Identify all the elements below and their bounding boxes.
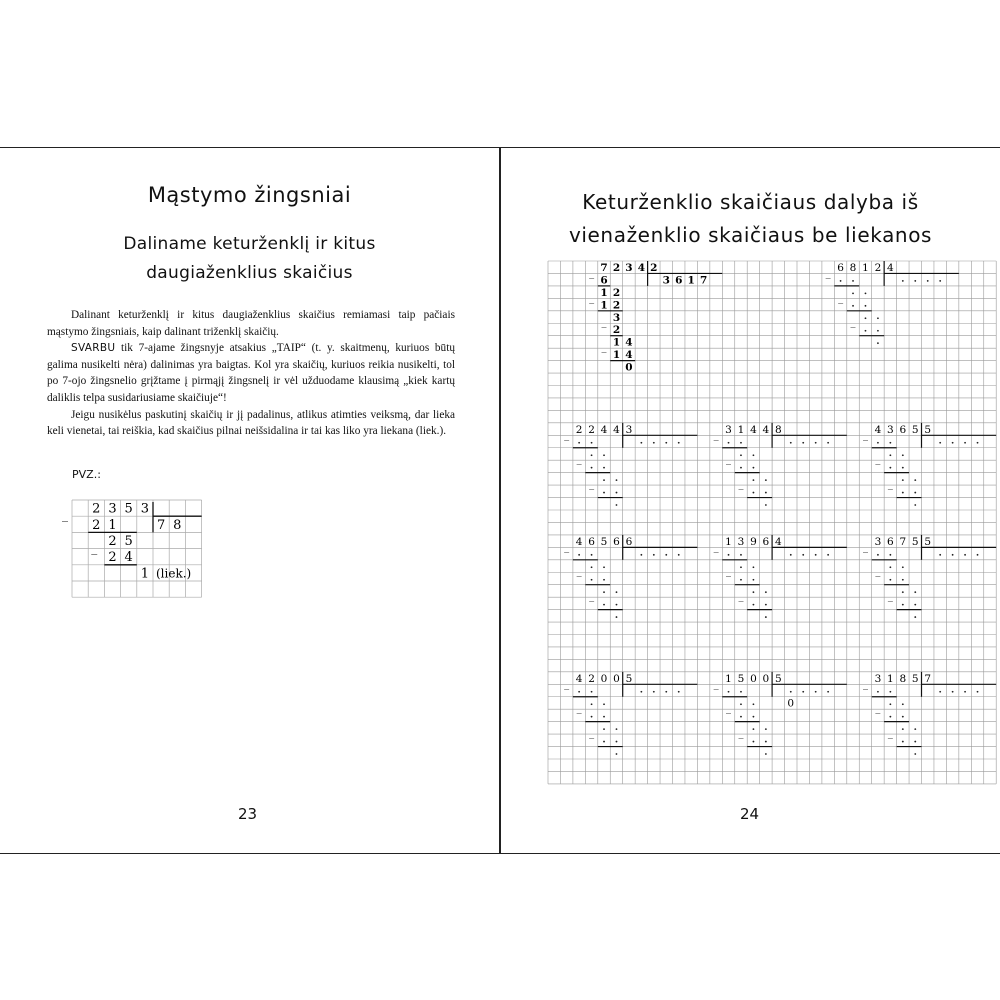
worked-quotient-digit: 7	[699, 274, 708, 287]
placeholder-dot	[902, 454, 904, 456]
placeholder-dot	[852, 292, 854, 294]
placeholder-dot	[790, 554, 792, 556]
placeholder-dot	[753, 454, 755, 456]
example-remainder-final: 1	[140, 566, 150, 582]
placeholder-dot	[603, 566, 605, 568]
placeholder-dot	[877, 691, 879, 693]
placeholder-dot	[578, 442, 580, 444]
worked-divisor: 2	[650, 261, 658, 274]
worked-dividend-digit: 3	[625, 261, 633, 274]
placeholder-dot	[852, 280, 854, 282]
placeholder-dot	[753, 716, 755, 718]
placeholder-dot	[603, 741, 605, 743]
minus-sign: _	[576, 703, 582, 715]
placeholder-dot	[939, 691, 941, 693]
placeholder-dot	[753, 492, 755, 494]
placeholder-dot	[591, 554, 593, 556]
exercise-dividend-digit: 4	[575, 672, 583, 685]
minus-sign: _	[564, 678, 570, 690]
exercise-dividend-digit: 6	[613, 535, 620, 548]
exercise-dividend-digit: 6	[762, 535, 770, 548]
exercise-divisor: 5	[625, 672, 633, 685]
placeholder-dot	[665, 442, 667, 444]
example-subtrahend-digit: 2	[92, 517, 101, 533]
exercise-dividend-digit: 4	[575, 535, 583, 548]
minus-sign: _	[726, 454, 732, 466]
placeholder-dot	[753, 467, 755, 469]
placeholder-dot	[740, 691, 742, 693]
placeholder-dot	[815, 554, 817, 556]
placeholder-dot	[790, 691, 792, 693]
exercise-dividend-digit: 4	[874, 423, 882, 436]
placeholder-dot	[914, 741, 916, 743]
exercise-dividend-digit: 3	[725, 423, 732, 436]
placeholder-dot	[616, 616, 618, 618]
placeholder-dot	[852, 305, 854, 307]
placeholder-dot	[740, 703, 742, 705]
exercise-divisor: 8	[774, 423, 782, 436]
minus-sign: _	[726, 703, 732, 715]
important-label: SVARBU	[71, 342, 116, 355]
minus-sign: _	[887, 479, 893, 491]
placeholder-dot	[765, 604, 767, 606]
minus-sign: _	[862, 429, 868, 441]
exercise-dividend-digit: 6	[887, 535, 894, 548]
exercise-dividend-digit: 0	[750, 672, 757, 685]
worked-quotient-digit: 1	[687, 274, 695, 287]
placeholder-dot	[889, 566, 891, 568]
placeholder-dot	[616, 492, 618, 494]
example-remainder-digit: 5	[124, 534, 133, 550]
paragraph-2-text: tik 7-ajame žingsnyje atsakius „TAIP“ (t. y. skaitmenų, kuriuos būtų galima nusikelti nėra) dalinimas yra baigtas. Kol yra skaičių, kuriuos reikia nusikelti, tol po 7-ojo žingsnelio grįžtame į pirmąjį žingsnelį ir vėl užduodame klausimą „kiek kartų daliklis telpa susidariusiame skaičiuje“!	[47, 342, 455, 404]
placeholder-dot	[889, 442, 891, 444]
left-page	[0, 148, 499, 852]
placeholder-dot	[902, 492, 904, 494]
placeholder-dot	[977, 442, 979, 444]
worked-dividend-digit: 4	[637, 261, 646, 274]
minus-sign: _	[564, 541, 570, 553]
placeholder-dot	[889, 716, 891, 718]
placeholder-dot	[740, 467, 742, 469]
placeholder-dot	[603, 467, 605, 469]
placeholder-dot	[578, 691, 580, 693]
example-subtrahend-digit: 1	[108, 517, 117, 533]
placeholder-dot	[927, 280, 929, 282]
placeholder-dot	[939, 442, 941, 444]
placeholder-dot	[865, 305, 867, 307]
placeholder-dot	[964, 691, 966, 693]
placeholder-dot	[640, 691, 642, 693]
exercise-dividend-digit: 4	[613, 423, 620, 436]
placeholder-dot	[952, 691, 954, 693]
placeholder-dot	[939, 280, 941, 282]
placeholder-dot	[977, 554, 979, 556]
placeholder-dot	[889, 454, 891, 456]
placeholder-dot	[802, 554, 804, 556]
minus-sign: _	[838, 292, 844, 304]
exercise-divisor: 5	[924, 535, 932, 548]
placeholder-dot	[977, 691, 979, 693]
placeholder-dot	[952, 442, 954, 444]
title-text: Mąstymo žingsniai	[147, 183, 352, 207]
minus-sign: _	[713, 541, 719, 553]
minus-sign: _	[738, 479, 744, 491]
exercise-dividend-digit: 1	[887, 672, 894, 685]
minus-sign: _	[564, 429, 570, 441]
placeholder-dot	[616, 479, 618, 481]
subtitle-line-2: daugiaženklius skaičius	[146, 263, 353, 283]
placeholder-dot	[902, 604, 904, 606]
example-dividend-digit: 5	[124, 501, 133, 517]
exercise-dividend-digit: 0	[613, 672, 620, 685]
placeholder-dot	[889, 579, 891, 581]
example-remainder-note: (liek.)	[156, 566, 192, 581]
worked-step-digit: 2	[612, 286, 621, 299]
placeholder-dot	[603, 591, 605, 593]
example-dividend-digit: 2	[92, 501, 101, 517]
example-division-grid	[0, 148, 499, 852]
placeholder-dot	[753, 741, 755, 743]
exercise-dividend-digit: 3	[737, 535, 745, 548]
exercise-dividend-digit: 2	[874, 261, 882, 274]
minus-sign: _	[862, 678, 868, 690]
minus-sign: _	[589, 292, 595, 304]
placeholder-dot	[728, 554, 730, 556]
placeholder-dot	[591, 467, 593, 469]
placeholder-dot	[678, 691, 680, 693]
placeholder-dot	[753, 728, 755, 730]
placeholder-dot	[603, 716, 605, 718]
title-line-2: vienaženklio skaičiaus be liekanos	[568, 223, 933, 247]
minus-sign: _	[862, 541, 868, 553]
placeholder-dot	[827, 442, 829, 444]
placeholder-dot	[765, 616, 767, 618]
placeholder-dot	[765, 504, 767, 506]
worked-step-digit: 2	[612, 299, 621, 312]
placeholder-dot	[865, 292, 867, 294]
placeholder-dot	[740, 554, 742, 556]
exercise-dividend-digit: 1	[725, 535, 732, 548]
placeholder-dot	[678, 442, 680, 444]
placeholder-dot	[591, 454, 593, 456]
minus-sign: _	[850, 317, 856, 329]
minus-sign: _	[589, 479, 595, 491]
example-minus-sign: _	[62, 508, 68, 523]
placeholder-dot	[902, 579, 904, 581]
placeholder-dot	[840, 280, 842, 282]
placeholder-dot	[678, 554, 680, 556]
exercise-dividend-digit: 3	[887, 423, 894, 436]
placeholder-dot	[591, 566, 593, 568]
exercise-dividend-digit: 5	[737, 672, 745, 685]
placeholder-dot	[914, 728, 916, 730]
placeholder-dot	[603, 479, 605, 481]
worked-step-digit: 1	[600, 299, 608, 312]
placeholder-dot	[753, 566, 755, 568]
exercise-hint-digit: 0	[787, 697, 795, 710]
placeholder-dot	[914, 616, 916, 618]
placeholder-dot	[753, 703, 755, 705]
exercise-dividend-digit: 2	[588, 423, 595, 436]
exercise-divisor: 6	[625, 535, 633, 548]
placeholder-dot	[902, 741, 904, 743]
placeholder-dot	[591, 691, 593, 693]
minus-sign: _	[738, 728, 744, 740]
placeholder-dot	[939, 554, 941, 556]
placeholder-dot	[952, 554, 954, 556]
placeholder-dot	[815, 442, 817, 444]
page-number: 23	[238, 805, 258, 823]
exercise-dividend-digit: 1	[862, 261, 869, 274]
placeholder-dot	[765, 728, 767, 730]
paragraph-1: Dalinant keturženklį ir kitus daugiaženklius skaičius remiamasi taip pačiais mąstymo žingsniais, kaip dalinant triženklį skaičių.	[47, 309, 455, 338]
placeholder-dot	[877, 317, 879, 319]
example-quotient-digit: 8	[173, 517, 182, 533]
placeholder-dot	[616, 504, 618, 506]
exercise-dividend-digit: 1	[737, 423, 745, 436]
exercise-dividend-digit: 6	[837, 261, 844, 274]
worked-step-digit: 0	[625, 361, 633, 374]
placeholder-dot	[964, 554, 966, 556]
placeholder-dot	[827, 554, 829, 556]
placeholder-dot	[877, 442, 879, 444]
minus-sign: _	[875, 703, 881, 715]
placeholder-dot	[889, 554, 891, 556]
exercise-divisor: 4	[774, 535, 782, 548]
title-line-1: Keturženklio skaičiaus dalyba iš	[582, 190, 919, 214]
exercise-dividend-digit: 0	[600, 672, 608, 685]
placeholder-dot	[889, 703, 891, 705]
minus-sign: _	[875, 454, 881, 466]
placeholder-dot	[753, 479, 755, 481]
worked-step-digit: 1	[612, 336, 621, 349]
placeholder-dot	[914, 591, 916, 593]
example-label: PVZ.:	[72, 468, 101, 481]
example-subtrahend-digit: 2	[108, 550, 117, 566]
example-remainder-digit: 2	[108, 534, 117, 550]
example-quotient-digit: 7	[156, 517, 166, 533]
minus-sign: _	[601, 317, 607, 329]
exercise-dividend-digit: 7	[899, 535, 907, 548]
placeholder-dot	[765, 479, 767, 481]
placeholder-dot	[802, 442, 804, 444]
placeholder-dot	[740, 716, 742, 718]
worked-step-digit: 2	[612, 324, 621, 337]
placeholder-dot	[591, 703, 593, 705]
placeholder-dot	[902, 479, 904, 481]
placeholder-dot	[889, 691, 891, 693]
placeholder-dot	[740, 454, 742, 456]
exercise-dividend-digit: 5	[911, 672, 919, 685]
worked-dividend-digit: 7	[600, 261, 608, 274]
exercise-dividend-digit: 2	[575, 423, 583, 436]
exercise-divisor: 7	[924, 672, 932, 685]
placeholder-dot	[815, 691, 817, 693]
exercise-dividend-digit: 1	[725, 672, 732, 685]
exercise-dividend-digit: 5	[600, 535, 608, 548]
right-page	[501, 148, 1000, 852]
placeholder-dot	[790, 442, 792, 444]
exercise-dividend-digit: 5	[911, 423, 919, 436]
exercise-divisor: 3	[625, 423, 633, 436]
exercise-dividend-digit: 0	[762, 672, 770, 685]
page-number-right: 24	[740, 805, 760, 823]
placeholder-dot	[653, 691, 655, 693]
exercise-divisor: 5	[924, 423, 932, 436]
placeholder-dot	[865, 317, 867, 319]
minus-sign: _	[589, 591, 595, 603]
worked-step-digit: 4	[625, 336, 633, 349]
worked-quotient-digit: 6	[675, 274, 683, 287]
minus-sign: _	[887, 728, 893, 740]
placeholder-dot	[765, 492, 767, 494]
placeholder-dot	[616, 728, 618, 730]
exercise-dividend-digit: 5	[911, 535, 919, 548]
exercise-dividend-digit: 9	[750, 535, 757, 548]
placeholder-dot	[902, 280, 904, 282]
placeholder-dot	[603, 604, 605, 606]
worked-step-digit: 1	[612, 349, 621, 362]
exercise-dividend-digit: 4	[600, 423, 608, 436]
placeholder-dot	[877, 342, 879, 344]
minus-sign: _	[726, 566, 732, 578]
minus-sign: _	[738, 591, 744, 603]
placeholder-dot	[914, 280, 916, 282]
placeholder-dot	[603, 454, 605, 456]
placeholder-dot	[889, 467, 891, 469]
exercise-dividend-digit: 4	[750, 423, 757, 436]
placeholder-dot	[765, 591, 767, 593]
placeholder-dot	[902, 566, 904, 568]
example-minus-sign: _	[91, 540, 98, 555]
placeholder-dot	[728, 691, 730, 693]
minus-sign: _	[713, 678, 719, 690]
exercise-divisor: 5	[774, 672, 782, 685]
worked-step-digit: 3	[612, 311, 621, 324]
paragraph-3: Jeigu nusikėlus paskutinį skaičių ir jį padalinus, atlikus atimties veiksmą, dar lieka keli vienetai, tai reiškia, kad skaičius pilnai neišsidalina ir tai kas liko yra liekana (liek.).	[47, 408, 455, 438]
worked-quotient-digit: 3	[662, 274, 670, 287]
minus-sign: _	[576, 566, 582, 578]
placeholder-dot	[902, 467, 904, 469]
placeholder-dot	[591, 442, 593, 444]
example-subtrahend-digit: 4	[124, 550, 133, 566]
exercise-dividend-digit: 8	[849, 261, 857, 274]
placeholder-dot	[865, 330, 867, 332]
placeholder-dot	[902, 728, 904, 730]
minus-sign: _	[713, 429, 719, 441]
subtitle-line-1: Daliname keturženklį ir kitus	[123, 234, 376, 254]
minus-sign: _	[576, 454, 582, 466]
minus-sign: _	[825, 267, 831, 279]
placeholder-dot	[603, 492, 605, 494]
placeholder-dot	[765, 753, 767, 755]
placeholder-dot	[914, 504, 916, 506]
placeholder-dot	[591, 716, 593, 718]
placeholder-dot	[653, 442, 655, 444]
placeholder-dot	[902, 716, 904, 718]
exercise-dividend-digit: 3	[874, 672, 882, 685]
placeholder-dot	[877, 330, 879, 332]
placeholder-dot	[964, 442, 966, 444]
placeholder-dot	[591, 579, 593, 581]
worked-step-digit: 1	[600, 286, 608, 299]
placeholder-dot	[616, 604, 618, 606]
minus-sign: _	[589, 728, 595, 740]
placeholder-dot	[827, 691, 829, 693]
placeholder-dot	[753, 604, 755, 606]
placeholder-dot	[902, 591, 904, 593]
minus-sign: _	[875, 566, 881, 578]
exercise-dividend-digit: 4	[762, 423, 770, 436]
minus-sign: _	[589, 267, 595, 279]
placeholder-dot	[802, 691, 804, 693]
placeholder-dot	[640, 442, 642, 444]
placeholder-dot	[914, 753, 916, 755]
placeholder-dot	[753, 579, 755, 581]
exercise-dividend-digit: 3	[874, 535, 882, 548]
worked-step-digit: 6	[600, 274, 608, 287]
placeholder-dot	[616, 741, 618, 743]
placeholder-dot	[914, 479, 916, 481]
worked-dividend-digit: 2	[612, 261, 621, 274]
placeholder-dot	[603, 728, 605, 730]
placeholder-dot	[616, 753, 618, 755]
minus-sign: _	[887, 591, 893, 603]
placeholder-dot	[603, 579, 605, 581]
example-dividend-digit: 3	[140, 501, 150, 517]
placeholder-dot	[914, 604, 916, 606]
exercise-dividend-digit: 2	[588, 672, 595, 685]
placeholder-dot	[616, 591, 618, 593]
placeholder-dot	[640, 554, 642, 556]
placeholder-dot	[740, 579, 742, 581]
exercise-dividend-digit: 6	[899, 423, 907, 436]
exercise-grid	[501, 148, 1000, 852]
placeholder-dot	[603, 703, 605, 705]
placeholder-dot	[914, 492, 916, 494]
worked-step-digit: 4	[625, 349, 633, 362]
placeholder-dot	[578, 554, 580, 556]
placeholder-dot	[765, 741, 767, 743]
placeholder-dot	[753, 591, 755, 593]
exercise-dividend-digit: 6	[588, 535, 595, 548]
placeholder-dot	[740, 442, 742, 444]
minus-sign: _	[601, 342, 607, 354]
placeholder-dot	[665, 691, 667, 693]
example-dividend-digit: 3	[108, 501, 117, 517]
placeholder-dot	[740, 566, 742, 568]
placeholder-dot	[653, 554, 655, 556]
exercise-dividend-digit: 8	[899, 672, 907, 685]
placeholder-dot	[728, 442, 730, 444]
placeholder-dot	[902, 703, 904, 705]
placeholder-dot	[665, 554, 667, 556]
exercise-divisor: 4	[887, 261, 894, 274]
placeholder-dot	[877, 554, 879, 556]
